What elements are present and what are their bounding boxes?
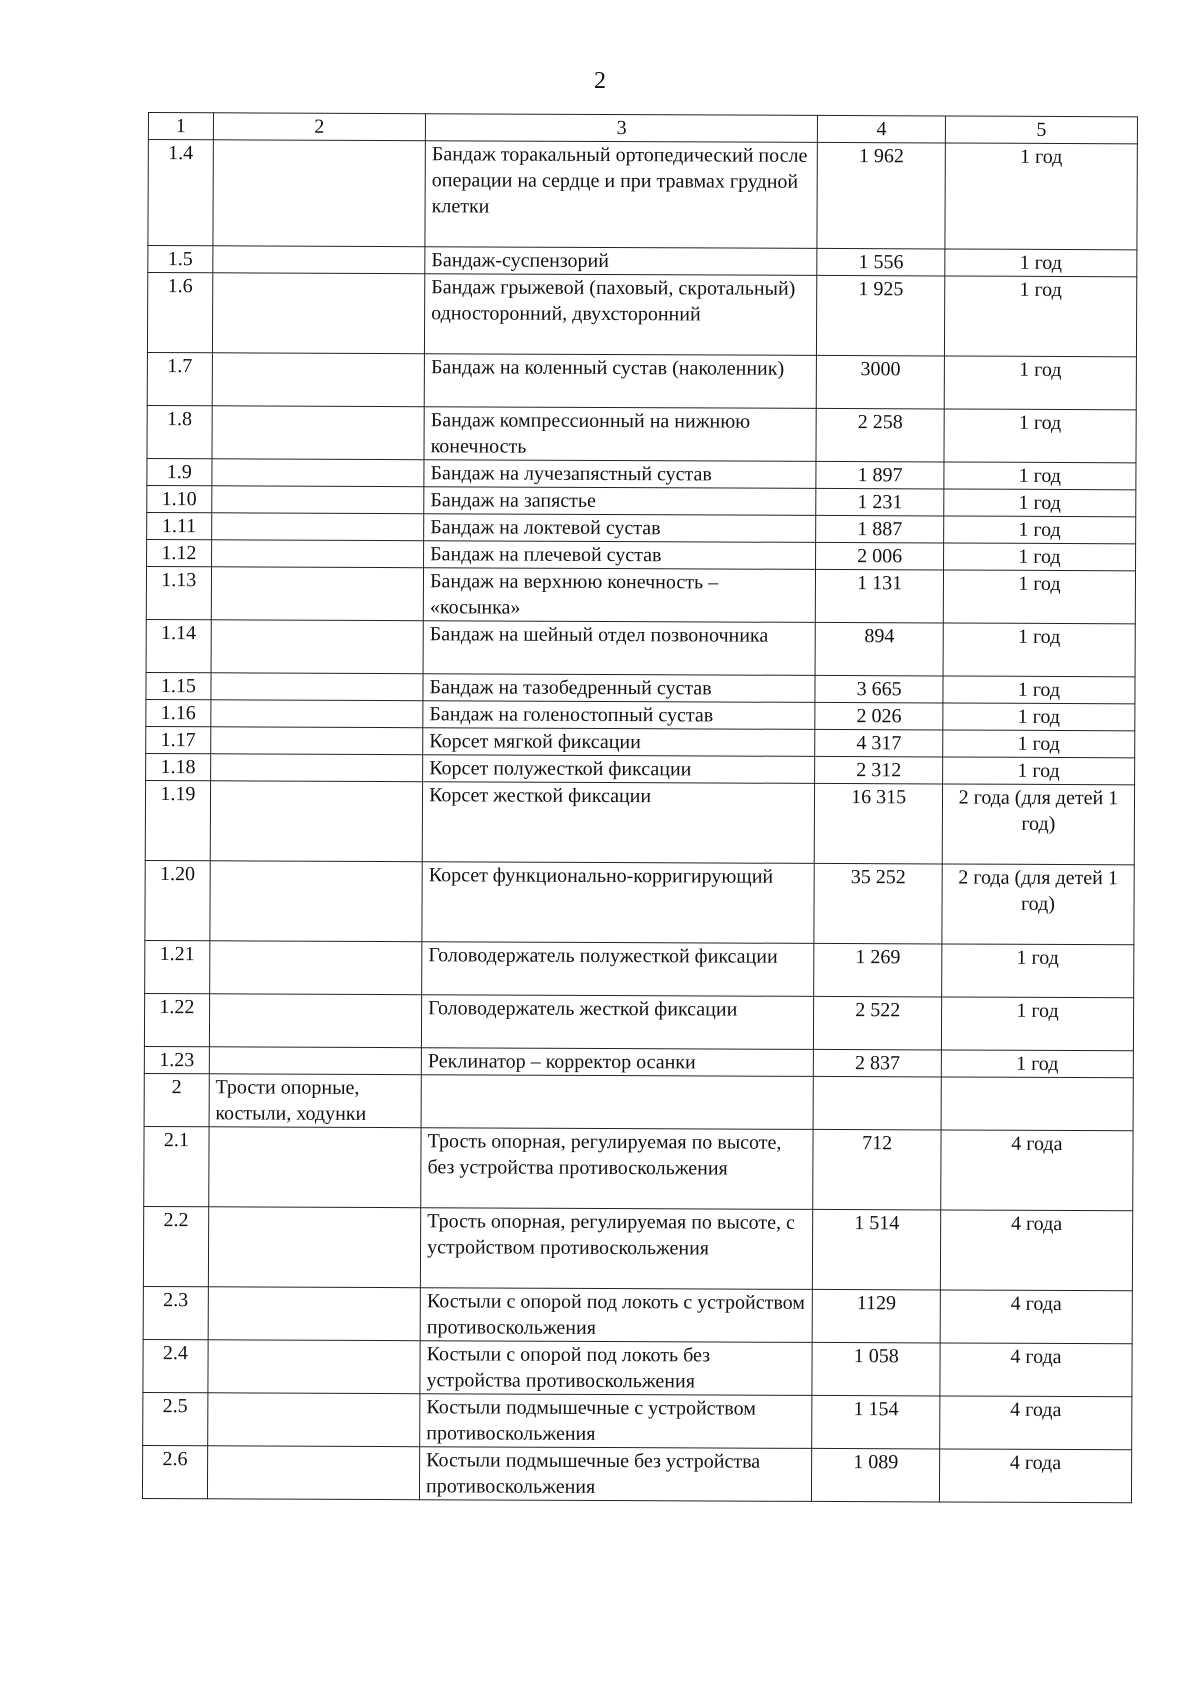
row-period-cell: 1 год — [943, 543, 1135, 571]
row-price-cell: 1 514 — [813, 1209, 941, 1290]
table-row — [147, 512, 1136, 543]
row-group-cell — [211, 513, 423, 541]
row-group-cell — [211, 567, 424, 621]
row-name-cell: Костыли подмышечные без устройства противоскольжения — [420, 1447, 813, 1502]
row-period-cell: 1 год — [941, 997, 1133, 1051]
row-group-cell — [212, 459, 424, 487]
row-group-cell — [211, 620, 424, 674]
table-row — [146, 753, 1135, 784]
table-row — [146, 726, 1135, 757]
row-price-cell: 1 897 — [816, 461, 944, 489]
table-row — [144, 1073, 1133, 1130]
row-name-cell: Реклинатор – корректор осанки — [421, 1048, 813, 1077]
row-group-cell — [212, 353, 425, 407]
table-row — [142, 1445, 1131, 1502]
row-group-cell — [208, 1127, 421, 1208]
table-row — [143, 1392, 1132, 1449]
row-name-cell: Бандаж на голеностопный сустав — [423, 701, 815, 730]
row-number-cell: 1.4 — [148, 140, 213, 246]
row-name-cell: Костыли подмышечные с устройством противоскольжения — [420, 1394, 813, 1449]
row-price-cell: 35 252 — [814, 863, 942, 944]
row-name-cell: Головодержатель жесткой фиксации — [421, 995, 814, 1050]
row-price-cell: 1 269 — [814, 943, 942, 997]
row-period-cell: 1 год — [943, 570, 1135, 624]
row-name-cell: Трость опорная, регулируемая по высоте, с устройством противоскольжения — [420, 1208, 813, 1290]
row-group-cell — [211, 486, 423, 514]
row-period-cell: 2 года (для детей 1 год) — [942, 864, 1135, 945]
table-row — [147, 458, 1136, 489]
row-number-cell: 1.14 — [146, 619, 211, 672]
row-number-cell: 1.5 — [148, 246, 213, 273]
row-group-cell — [208, 1340, 421, 1394]
row-price-cell: 1 058 — [812, 1342, 940, 1396]
table-row — [144, 1046, 1133, 1077]
header-cell-1: 1 — [148, 113, 213, 140]
price-table — [142, 112, 1138, 1503]
table-row — [147, 273, 1136, 357]
row-group-cell — [210, 781, 423, 862]
row-group-cell — [209, 941, 422, 995]
row-group-cell — [209, 1047, 421, 1075]
row-group-cell — [212, 406, 425, 460]
row-price-cell: 712 — [813, 1129, 941, 1210]
row-number-cell: 2.3 — [143, 1286, 208, 1339]
row-price-cell: 1 925 — [817, 275, 945, 356]
row-price-cell: 2 006 — [816, 542, 944, 570]
row-price-cell: 1 131 — [816, 569, 944, 623]
row-name-cell: Бандаж торакальный ортопедический после операции на сердце и при травмах грудной клетки — [425, 141, 818, 249]
row-name-cell: Головодержатель полужесткой фиксации — [422, 942, 815, 997]
row-group-cell — [211, 540, 423, 568]
row-price-cell: 1 887 — [816, 515, 944, 543]
row-period-cell: 4 года — [940, 1396, 1132, 1450]
row-price-cell: 2 312 — [815, 756, 943, 784]
row-group-cell — [210, 861, 423, 942]
row-price-cell: 1129 — [813, 1289, 941, 1343]
row-price-cell: 1 154 — [812, 1395, 940, 1449]
row-period-cell: 4 года — [940, 1343, 1132, 1397]
row-group-cell — [211, 673, 423, 701]
row-name-cell — [421, 1075, 814, 1130]
row-group-cell — [207, 1446, 420, 1500]
row-name-cell: Бандаж на шейный отдел позвоночника — [423, 621, 816, 676]
row-number-cell: 1.11 — [147, 512, 212, 539]
row-number-cell: 1.17 — [146, 726, 211, 753]
row-name-cell: Корсет жесткой фиксации — [422, 782, 815, 864]
row-number-cell: 2.4 — [143, 1339, 208, 1392]
row-group-cell — [213, 246, 425, 274]
row-name-cell: Бандаж-суспензорий — [425, 247, 817, 276]
table-row — [148, 140, 1137, 250]
row-group-cell — [210, 727, 422, 755]
row-group-cell — [212, 273, 425, 354]
table-row — [148, 246, 1137, 277]
row-number-cell: 1.16 — [146, 699, 211, 726]
row-group-cell: Трости опорные, костыли, ходунки — [209, 1074, 422, 1128]
row-period-cell: 4 года — [939, 1449, 1131, 1503]
row-price-cell: 1 231 — [816, 488, 944, 516]
row-price-cell: 16 315 — [815, 783, 943, 864]
header-cell-4: 4 — [818, 115, 946, 143]
table-row — [147, 485, 1136, 516]
row-name-cell: Бандаж на лучезапястный сустав — [424, 460, 816, 489]
row-period-cell: 1 год — [944, 356, 1136, 410]
row-name-cell: Корсет функционально-корригирующий — [422, 862, 815, 944]
row-name-cell: Корсет мягкой фиксации — [423, 728, 815, 757]
row-number-cell: 1.9 — [147, 458, 212, 485]
table-row — [145, 780, 1134, 864]
table-row — [145, 860, 1134, 944]
row-name-cell: Бандаж компрессионный на нижнюю конечность — [424, 407, 817, 462]
row-price-cell: 3000 — [817, 355, 945, 409]
row-name-cell: Костыли с опорой под локоть без устройства противоскольжения — [420, 1341, 813, 1396]
row-number-cell: 1.7 — [147, 352, 212, 405]
row-price-cell: 2 837 — [814, 1049, 942, 1077]
table-row — [143, 1206, 1132, 1290]
row-period-cell: 4 года — [940, 1210, 1133, 1291]
row-group-cell — [208, 1207, 421, 1288]
row-period-cell: 1 год — [943, 730, 1135, 758]
table-row — [144, 993, 1133, 1050]
row-group-cell — [209, 994, 422, 1048]
row-period-cell: 1 год — [943, 676, 1135, 704]
row-period-cell: 1 год — [943, 623, 1135, 677]
header-cell-5: 5 — [945, 116, 1137, 144]
row-group-cell — [210, 754, 422, 782]
row-period-cell: 1 год — [941, 1050, 1133, 1078]
row-group-cell — [208, 1287, 421, 1341]
row-number-cell: 1.13 — [146, 566, 211, 619]
row-period-cell: 2 года (для детей 1 год) — [942, 784, 1135, 865]
row-period-cell: 1 год — [944, 489, 1136, 517]
row-number-cell: 1.23 — [144, 1046, 209, 1073]
table-body — [142, 113, 1137, 1503]
table-row — [143, 1286, 1132, 1343]
row-name-cell: Бандаж на верхнюю конечность – «косынка» — [423, 568, 816, 623]
row-period-cell: 1 год — [945, 143, 1138, 250]
row-price-cell: 2 522 — [814, 996, 942, 1050]
row-name-cell: Бандаж на тазобедренный сустав — [423, 674, 815, 703]
row-number-cell: 1.18 — [146, 753, 211, 780]
row-period-cell: 1 год — [944, 462, 1136, 490]
row-period-cell: 1 год — [944, 409, 1136, 463]
table-row — [147, 352, 1136, 409]
row-name-cell: Трость опорная, регулируемая по высоте, без устройства противоскольжения — [421, 1128, 814, 1210]
row-price-cell: 2 026 — [815, 702, 943, 730]
row-group-cell — [213, 140, 426, 247]
row-period-cell: 1 год — [944, 276, 1137, 357]
table-row — [147, 539, 1136, 570]
row-number-cell: 2.6 — [142, 1445, 207, 1498]
page-number: 2 — [594, 68, 606, 94]
table-row — [145, 940, 1134, 997]
row-number-cell: 1.8 — [147, 405, 212, 458]
row-period-cell: 1 год — [943, 516, 1135, 544]
table-row — [147, 405, 1136, 462]
row-name-cell: Бандаж на запястье — [424, 487, 816, 516]
row-number-cell: 2.5 — [143, 1392, 208, 1445]
row-number-cell: 2 — [144, 1073, 209, 1126]
row-number-cell: 2.1 — [144, 1126, 209, 1206]
row-price-cell: 1 962 — [817, 142, 945, 249]
row-period-cell: 1 год — [942, 757, 1134, 785]
table-row — [146, 672, 1135, 703]
row-number-cell: 2.2 — [143, 1206, 208, 1286]
header-cell-3: 3 — [425, 114, 817, 143]
row-number-cell: 1.19 — [145, 780, 210, 860]
row-number-cell: 1.15 — [146, 672, 211, 699]
row-period-cell: 1 год — [943, 703, 1135, 731]
row-price-cell: 4 317 — [815, 729, 943, 757]
header-cell-2: 2 — [213, 113, 425, 141]
row-name-cell: Бандаж на локтевой сустав — [424, 514, 816, 543]
table-row — [146, 566, 1135, 623]
row-number-cell: 1.21 — [145, 940, 210, 993]
row-number-cell: 1.22 — [144, 993, 209, 1046]
row-group-cell — [211, 700, 423, 728]
row-number-cell: 1.6 — [147, 273, 212, 353]
row-period-cell: 1 год — [945, 249, 1137, 277]
row-period-cell — [941, 1077, 1133, 1131]
row-group-cell — [207, 1393, 420, 1447]
table-row — [143, 1339, 1132, 1396]
row-number-cell: 1.20 — [145, 860, 210, 940]
table-row — [146, 619, 1135, 676]
row-number-cell: 1.12 — [147, 539, 212, 566]
row-name-cell: Бандаж на коленный сустав (наколенник) — [424, 354, 817, 409]
table-header-row — [148, 113, 1137, 144]
row-period-cell: 4 года — [940, 1290, 1132, 1344]
row-name-cell: Бандаж грыжевой (паховый, скротальный) односторонний, двухсторонний — [425, 274, 818, 356]
row-name-cell: Костыли с опорой под локоть с устройством противоскольжения — [420, 1288, 813, 1343]
row-price-cell — [814, 1076, 942, 1130]
row-price-cell: 3 665 — [815, 675, 943, 703]
row-price-cell: 1 556 — [817, 248, 945, 276]
table-row — [144, 1126, 1133, 1210]
row-period-cell: 4 года — [941, 1130, 1134, 1211]
row-number-cell: 1.10 — [147, 485, 212, 512]
row-price-cell: 2 258 — [816, 408, 944, 462]
row-name-cell: Корсет полужесткой фиксации — [423, 755, 815, 784]
row-price-cell: 894 — [815, 622, 943, 676]
row-name-cell: Бандаж на плечевой сустав — [424, 541, 816, 570]
row-price-cell: 1 089 — [812, 1448, 940, 1502]
row-period-cell: 1 год — [941, 944, 1133, 998]
table-row — [146, 699, 1135, 730]
